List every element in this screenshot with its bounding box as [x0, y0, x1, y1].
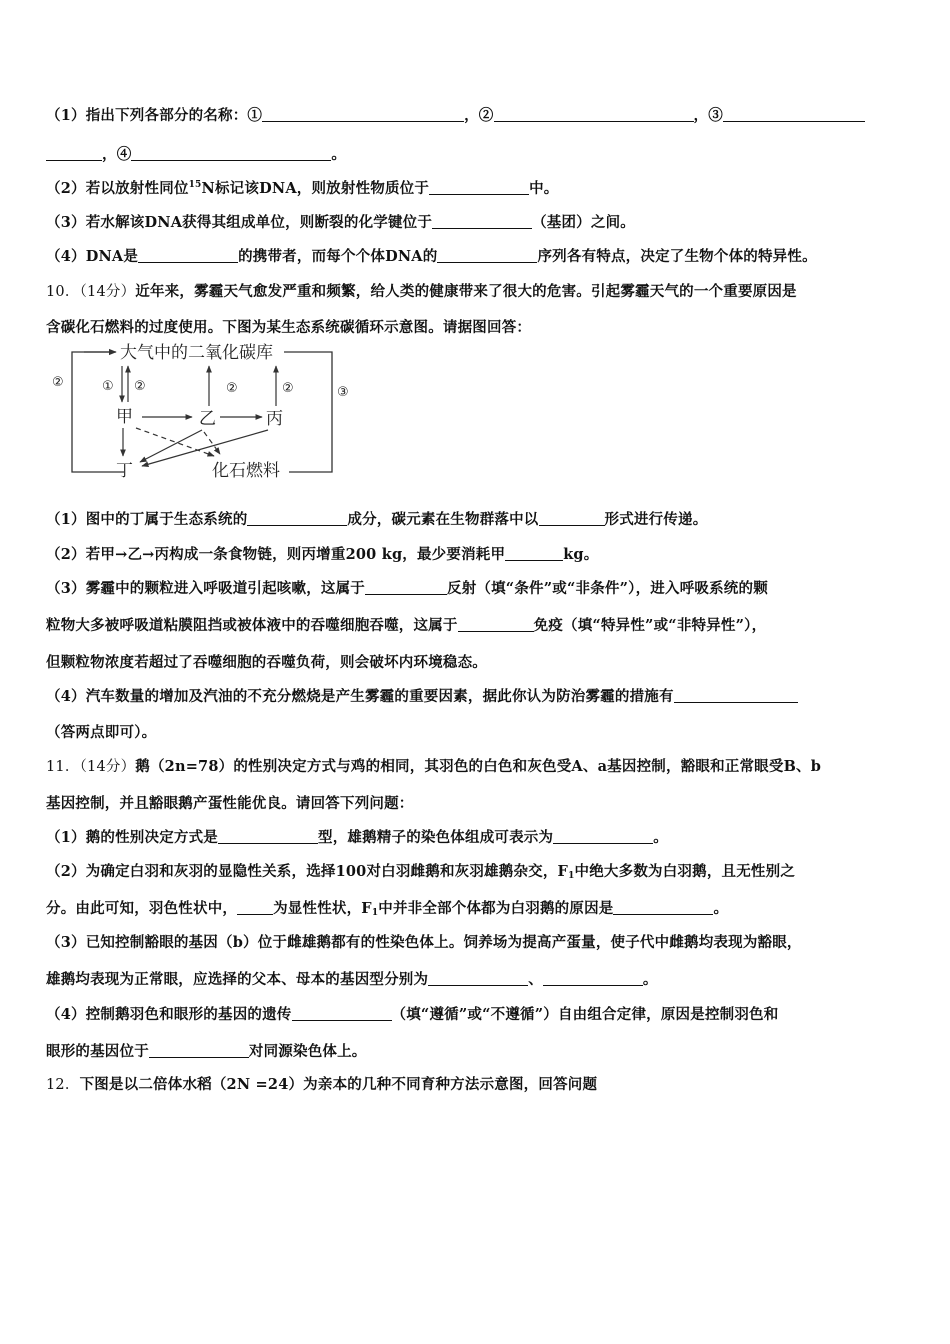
answer-blank[interactable] — [553, 829, 653, 844]
organism-yi: 乙 — [199, 409, 216, 429]
q11-p2-text-a: （2）为确定白羽和灰羽的显隐性关系，选择100对白羽雌鹅和灰羽雄鹅杂交，F — [46, 863, 569, 880]
q10-part3-line3 — [46, 651, 910, 672]
answer-blank[interactable] — [292, 1006, 392, 1021]
q10-p3-text-c: 粒物大多被呼吸道粘膜阻挡或被体液中的吞噬细胞吞噬，这属于 — [46, 617, 458, 634]
q9-p1-text-d: ，④ — [102, 146, 132, 163]
q9-p3-text-b: （基团）之间。 — [532, 214, 635, 231]
q11-p2-text-e: 中并非全部个体都为白羽鹅的原因是 — [378, 900, 614, 917]
question-number: 12． — [46, 1077, 80, 1093]
q10-stem-line1 — [46, 280, 910, 301]
q10-p2-text-a: （2）若甲→乙→丙构成一条食物链，则丙增重200 kg，最少要消耗甲 — [46, 546, 506, 563]
q10-part3-line2 — [46, 614, 910, 635]
dashed-arrow-yi-to-fossil — [204, 432, 220, 454]
organism-jia: 甲 — [116, 407, 133, 427]
question-score: （14分） — [79, 759, 136, 775]
organism-bing: 丙 — [266, 409, 283, 429]
dashed-arrow-jia-to-fossil — [136, 428, 214, 456]
q11-p1-text-a: （1）鹅的性别决定方式是 — [46, 829, 218, 846]
q10-part1 — [46, 508, 910, 529]
q9-p1-text-a: （1）指出下列各部分的名称：① — [46, 107, 263, 124]
q10-p1-text-a: （1）图中的丁属于生态系统的 — [46, 511, 248, 528]
q11-p3-text-d: 。 — [642, 971, 658, 988]
q11-stem-line1 — [46, 755, 910, 776]
answer-blank[interactable] — [539, 511, 605, 526]
circle-1: ① — [102, 379, 114, 394]
q10-stem-line2 — [46, 316, 910, 337]
answer-blank[interactable] — [613, 900, 713, 915]
q11-stem-line2 — [46, 792, 910, 813]
q11-p2-text-d: 为显性性状，F — [273, 900, 372, 917]
q9-part2 — [46, 177, 910, 198]
answer-blank[interactable] — [494, 107, 694, 122]
answer-blank[interactable] — [365, 580, 447, 595]
q10-part4-line2 — [46, 721, 910, 742]
q11-p4-text-c: 眼形的基因位于 — [46, 1043, 149, 1060]
q11-part3-line2 — [46, 968, 910, 989]
q9-part1-line1 — [46, 104, 910, 125]
q9-part4 — [46, 245, 910, 266]
answer-blank[interactable] — [138, 248, 238, 263]
q11-stem-text-2: 基因控制，并且豁眼鹅产蛋性能优良。请回答下列问题： — [46, 795, 414, 812]
q9-part3 — [46, 211, 910, 232]
q11-part1 — [46, 826, 910, 847]
circle-3: ③ — [337, 385, 349, 400]
q10-p3-text-b: 反射（填“条件”或“非条件”），进入呼吸系统的颗 — [447, 580, 768, 597]
q11-stem-text-1: 鹅（2n=78）的性别决定方式与鸡的相同，其羽色的白色和灰色受A、a基因控制，豁眼和正常眼受B、b — [135, 758, 822, 775]
q10-p1-text-b: 成分，碳元素在生物群落中以 — [347, 511, 539, 528]
q9-p2-text-b: N标记该DNA，则放射性物质位于 — [201, 180, 430, 197]
q11-p3-text-a: （3）已知控制豁眼的基因（b）位于雌雄鹅都有的性染色体上。饲养场为提高产蛋量，使子代中雌鹅均表现为豁眼， — [46, 934, 802, 951]
q11-part4-line1 — [46, 1003, 910, 1024]
q10-stem-text-2: 含碳化石燃料的过度使用。下图为某生态系统碳循环示意图。请据图回答： — [46, 319, 532, 336]
answer-blank[interactable] — [262, 107, 464, 122]
circle-2-jia: ② — [134, 379, 146, 394]
q10-p2-text-b: kg。 — [563, 546, 599, 563]
q11-p2-text-b: 中绝大多数为白羽鹅，且无性别之 — [574, 863, 796, 880]
q9-p1-text-e: 。 — [331, 146, 347, 163]
q9-p2-text-c: 中。 — [529, 180, 559, 197]
q10-part2 — [46, 543, 910, 564]
answer-blank[interactable] — [458, 617, 534, 632]
q11-part3-line1 — [46, 931, 910, 952]
answer-blank[interactable] — [437, 248, 537, 263]
answer-blank[interactable] — [237, 900, 273, 915]
answer-blank[interactable] — [218, 829, 318, 844]
q10-stem-text-1: 近年来，雾霾天气愈发严重和频繁，给人类的健康带来了很大的危害。引起雾霾天气的一个重要原因是 — [135, 283, 797, 300]
q11-p4-text-a: （4）控制鹅羽色和眼形的基因的遗传 — [46, 1006, 292, 1023]
q11-p3-text-c: 、 — [528, 971, 543, 988]
carbon-cycle-diagram — [44, 338, 364, 488]
q11-part2-line1 — [46, 860, 910, 881]
q12-stem — [46, 1073, 910, 1094]
circle-2-bing: ② — [282, 381, 294, 396]
q12-stem-text: 下图是以二倍体水稻（2N =24）为亲本的几种不同育种方法示意图，回答问题 — [79, 1076, 598, 1093]
answer-blank[interactable] — [543, 971, 643, 986]
q11-part2-line2 — [46, 897, 910, 918]
frame-right-line — [284, 352, 332, 472]
q9-p4-text-b: 的携带者，而每个个体DNA的 — [238, 248, 438, 265]
generation-subscript: 1 — [371, 908, 379, 918]
answer-blank[interactable] — [131, 146, 331, 161]
q11-p4-text-d: 对同源染色体上。 — [248, 1043, 367, 1060]
answer-blank[interactable] — [674, 688, 798, 703]
q11-p1-text-b: 型，雄鹅精子的染色体组成可表示为 — [318, 829, 554, 846]
q10-part3-line1 — [46, 577, 910, 598]
q10-p3-text-d: 免疫（填“特异性”或“非特异性”）， — [533, 617, 767, 634]
answer-blank[interactable] — [432, 214, 532, 229]
answer-blank[interactable] — [505, 546, 563, 561]
q11-p3-text-b: 雄鹅均表现为正常眼，应选择的父本、母本的基因型分别为 — [46, 971, 429, 988]
q9-p4-text-a: （4）DNA是 — [46, 248, 139, 265]
answer-blank[interactable] — [723, 107, 865, 122]
question-number: 10． — [46, 284, 80, 300]
q10-part4-line1 — [46, 685, 910, 706]
fossil-fuel-label: 化石燃料 — [212, 461, 280, 481]
q9-p2-text-a: （2）若以放射性同位 — [46, 180, 189, 197]
q11-part4-line2 — [46, 1040, 910, 1061]
atmosphere-co2-label: 大气中的二氧化碳库 — [120, 343, 273, 363]
q11-p2-text-f: 。 — [713, 900, 729, 917]
q11-p2-text-c: 分。由此可知，羽色性状中， — [46, 900, 238, 917]
answer-blank[interactable] — [429, 180, 529, 195]
circle-2-yi: ② — [226, 381, 238, 396]
answer-blank[interactable] — [149, 1043, 249, 1058]
q9-p3-text-a: （3）若水解该DNA获得其组成单位，则断裂的化学键位于 — [46, 214, 433, 231]
q10-p4-text-b: （答两点即可）。 — [46, 724, 157, 741]
answer-blank[interactable] — [46, 146, 102, 161]
answer-blank[interactable] — [428, 971, 528, 986]
generation-subscript: 1 — [568, 871, 575, 881]
q9-part1-line2 — [46, 143, 910, 164]
question-number: 11． — [46, 759, 80, 775]
circle-2-left: ② — [52, 375, 64, 390]
isotope-superscript: 15 — [188, 180, 202, 190]
q9-p1-text-c: ，③ — [693, 107, 723, 124]
q9-p4-text-c: 序列各有特点，决定了生物个体的特异性。 — [537, 248, 817, 265]
answer-blank[interactable] — [247, 511, 347, 526]
question-score: （14分） — [79, 284, 136, 300]
q11-p1-text-c: 。 — [653, 829, 668, 846]
q11-p4-text-b: （填“遵循”或“不遵循”）自由组合定律，原因是控制羽色和 — [391, 1006, 779, 1023]
q10-p3-text-a: （3）雾霾中的颗粒进入呼吸道引起咳嗽，这属于 — [46, 580, 365, 597]
q10-p1-text-c: 形式进行传递。 — [604, 511, 708, 528]
q10-p4-text-a: （4）汽车数量的增加及汽油的不充分燃烧是产生雾霾的重要因素，据此你认为防治雾霾的措施有 — [46, 688, 674, 705]
q9-p1-text-b: ，② — [464, 107, 494, 124]
decomposer-ding: 丁 — [116, 461, 133, 481]
q10-p3-text-e: 但颗粒物浓度若超过了吞噬细胞的吞噬负荷，则会破坏内环境稳态。 — [46, 654, 487, 671]
